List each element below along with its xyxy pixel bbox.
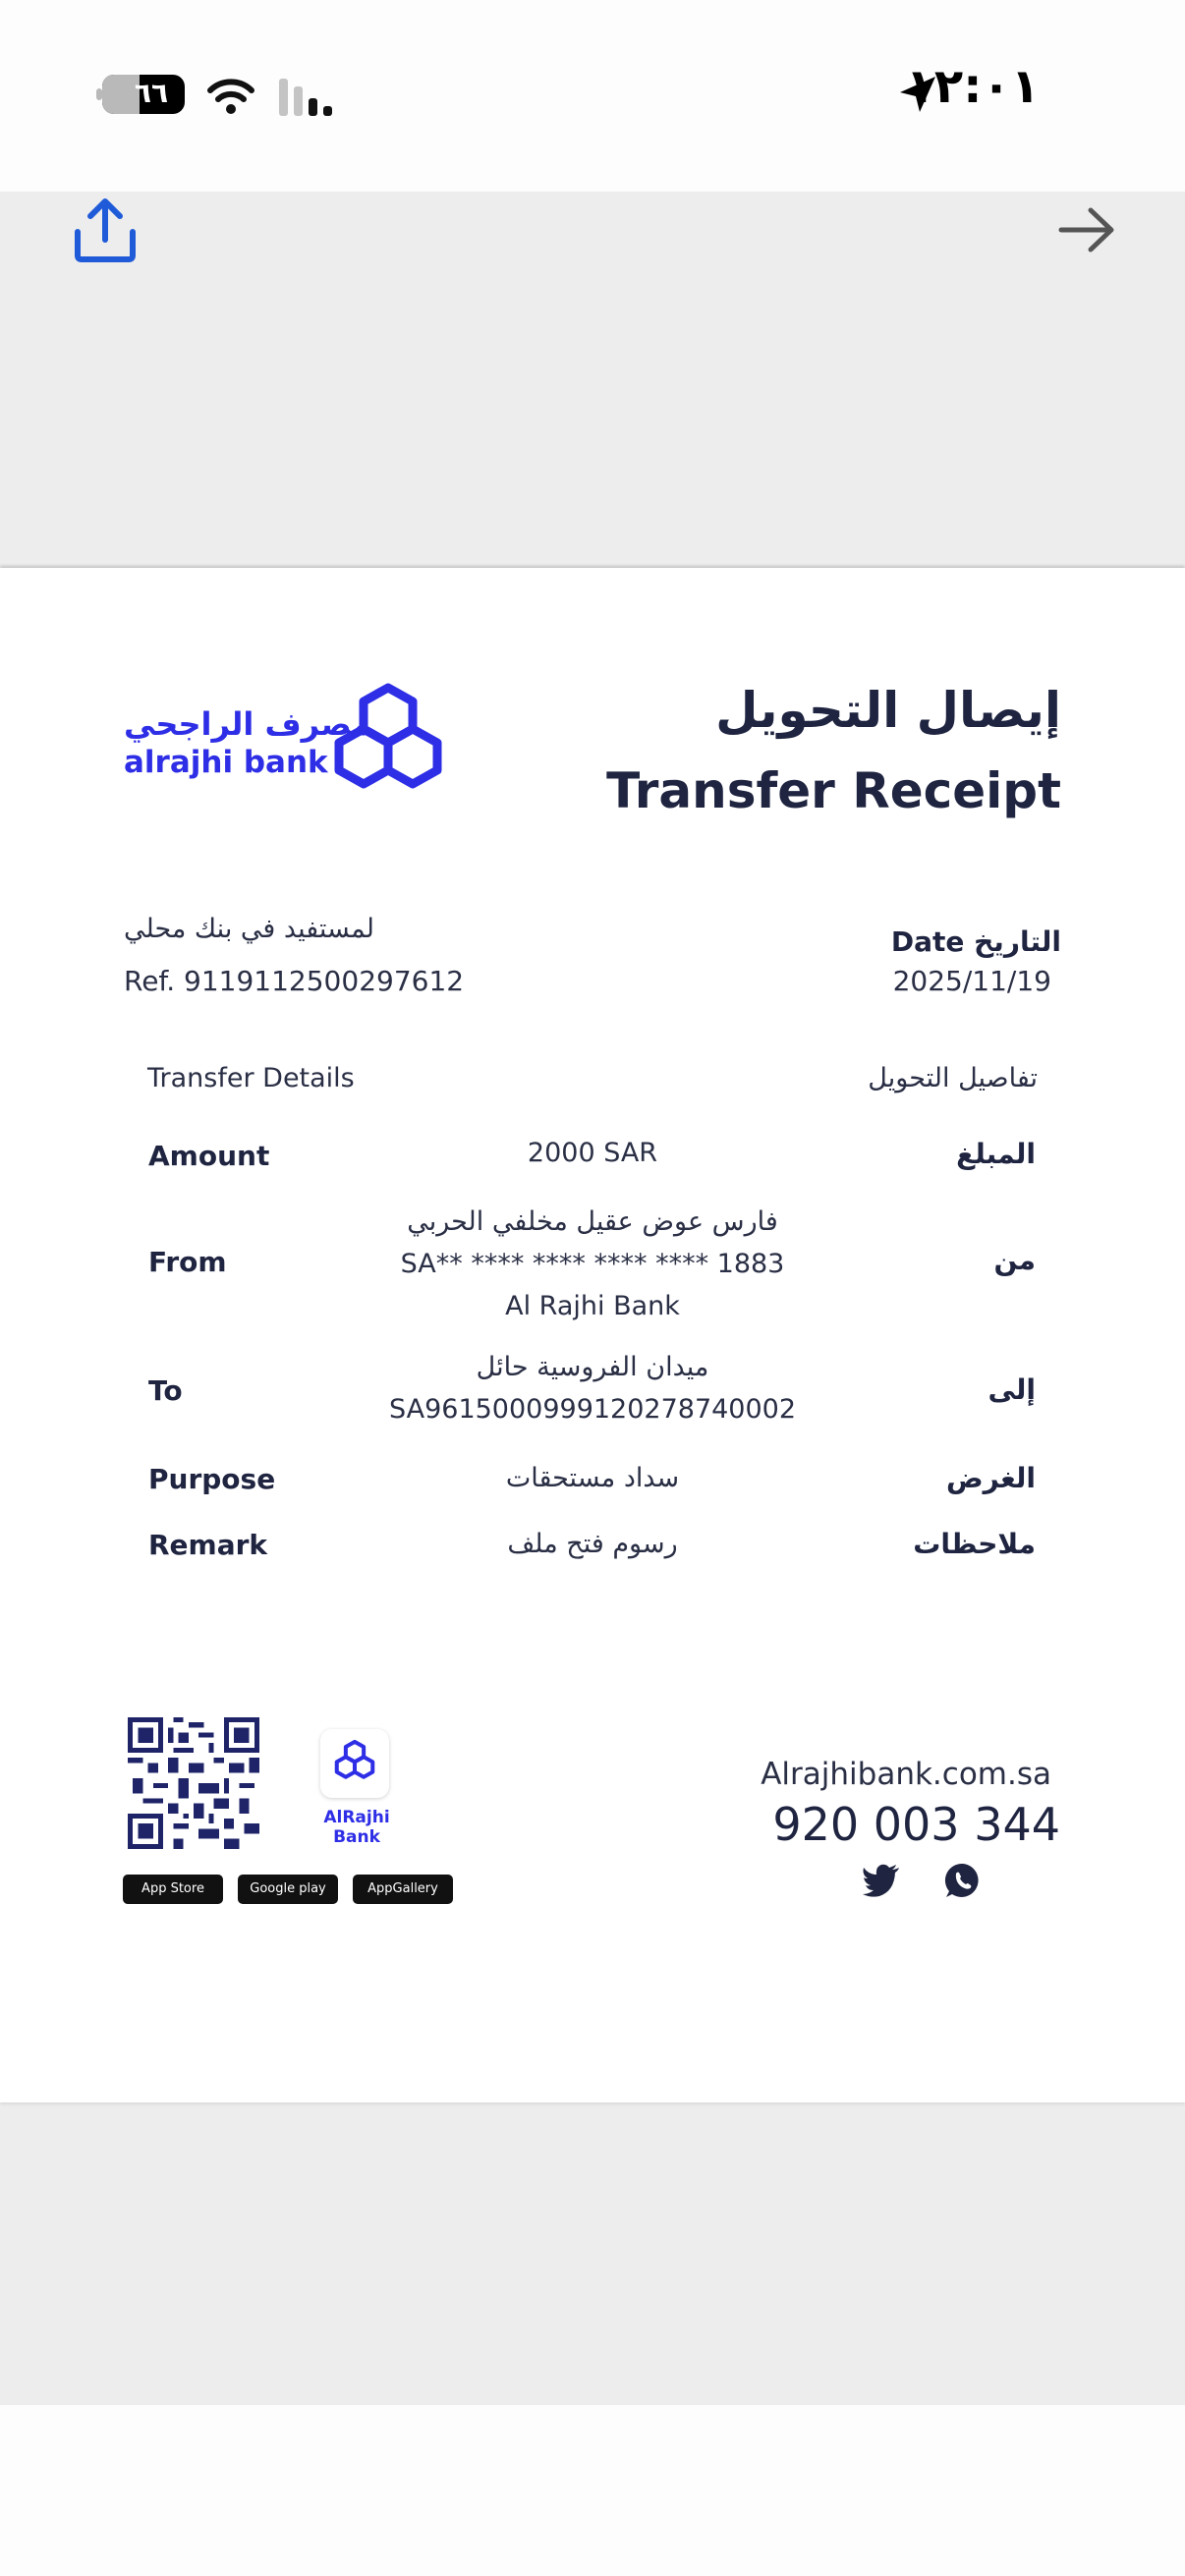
purpose-value: سداد مستحقات bbox=[505, 1463, 680, 1493]
amount-label-ar: المبلغ bbox=[956, 1138, 1036, 1170]
status-time: ١٢:٠١ bbox=[905, 59, 1040, 114]
beneficiary-type: لمستفيد في بنك محلي bbox=[124, 914, 374, 944]
battery-percentage: ٦٦ bbox=[134, 77, 169, 109]
from-account: SA** **** **** **** **** 1883 bbox=[400, 1249, 785, 1279]
purpose-label-en: Purpose bbox=[148, 1463, 276, 1495]
from-label-en: From bbox=[148, 1246, 227, 1278]
wifi-icon bbox=[206, 77, 255, 116]
appgallery-badge[interactable]: AppGallery bbox=[353, 1875, 453, 1904]
from-bank: Al Rajhi Bank bbox=[505, 1291, 680, 1321]
details-title-ar: تفاصيل التحويل bbox=[868, 1063, 1038, 1093]
to-label-en: To bbox=[148, 1374, 183, 1407]
cellular-signal-icon bbox=[277, 77, 338, 118]
arrow-right-icon[interactable] bbox=[1055, 200, 1118, 259]
to-account: SA9615000999120278740002 bbox=[388, 1394, 797, 1425]
purpose-label-ar: الغرض bbox=[946, 1462, 1036, 1494]
amount-value: 2000 SAR bbox=[527, 1138, 658, 1168]
from-name: فارس عوض عقيل مخلفي الحربي bbox=[407, 1206, 778, 1237]
from-label-ar: من bbox=[993, 1244, 1036, 1276]
alrajhi-app-icon bbox=[332, 1739, 377, 1784]
bank-logo-text-ar: مصرف الراجحي bbox=[124, 705, 371, 743]
remark-label-ar: ملاحظات bbox=[913, 1528, 1036, 1560]
google-play-badge[interactable]: Google play bbox=[238, 1875, 338, 1904]
receipt-title-ar: إيصال التحويل bbox=[715, 682, 1061, 739]
amount-label-en: Amount bbox=[148, 1140, 270, 1172]
receipt-title-en: Transfer Receipt bbox=[606, 762, 1061, 819]
bank-phone: 920 003 344 bbox=[772, 1798, 1060, 1851]
date-value: 2025/11/19 bbox=[892, 965, 1051, 997]
to-label-ar: إلى bbox=[988, 1373, 1036, 1406]
app-name: AlRajhi Bank bbox=[323, 1808, 390, 1847]
twitter-icon bbox=[862, 1863, 901, 1898]
details-title-en: Transfer Details bbox=[147, 1063, 355, 1093]
share-upload-icon[interactable] bbox=[69, 195, 141, 265]
whatsapp-icon bbox=[943, 1861, 983, 1900]
qr-code bbox=[128, 1717, 259, 1849]
app-store-badge[interactable]: App Store bbox=[123, 1875, 223, 1904]
to-name: ميدان الفروسية حائل bbox=[476, 1352, 709, 1382]
bank-logo-text-en: alrajhi bank bbox=[124, 745, 328, 780]
remark-value: رسوم فتح ملف bbox=[507, 1529, 678, 1559]
bank-website: Alrajhibank.com.sa bbox=[761, 1757, 1051, 1792]
date-label: Date التاريخ bbox=[890, 925, 1061, 958]
alrajhi-logo-icon bbox=[326, 680, 450, 804]
reference-number: Ref. 9119112500297612 bbox=[124, 965, 465, 997]
remark-label-en: Remark bbox=[148, 1529, 268, 1561]
bottom-bar bbox=[0, 2405, 1185, 2576]
